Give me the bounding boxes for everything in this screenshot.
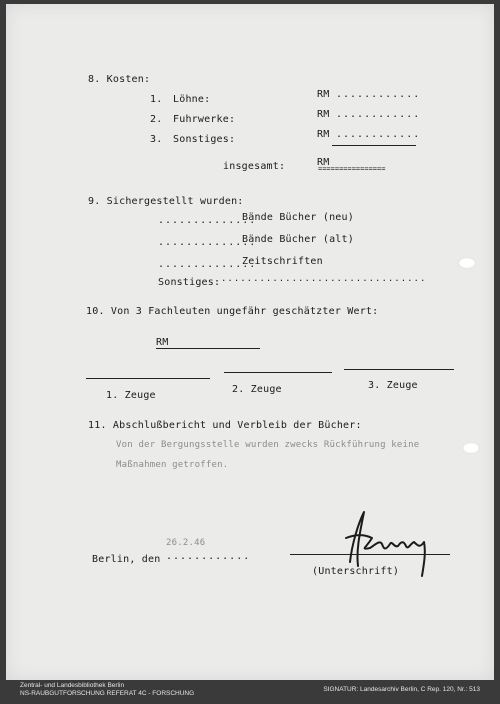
schaetzung-heading: 10. Von 3 Fachleuten ungefähr geschätzter Wert: — [86, 306, 379, 317]
punch-hole-top — [458, 257, 476, 269]
zeuge-2-label: 2. Zeuge — [232, 384, 282, 395]
sichergestellt-item-1-fill: .............. — [158, 215, 257, 226]
kosten-item-2-fill: ............ — [336, 109, 421, 120]
kosten-item-3-label: Sonstiges: — [173, 134, 236, 145]
zeuge-3-line — [344, 369, 454, 370]
sichergestellt-sonstiges-fill: ................................ — [221, 274, 427, 284]
abschluss-text-line-1: Von der Bergungsstelle wurden zwecks Rückführung keine — [116, 440, 420, 450]
kosten-item-2-currency: RM — [317, 109, 330, 120]
sichergestellt-item-3-fill: .............. — [158, 259, 257, 270]
zeuge-1-line — [86, 378, 210, 379]
kosten-total-label: insgesamt: — [223, 161, 286, 172]
handwritten-date: 26.2.46 — [166, 538, 206, 548]
sichergestellt-item-2-fill: .............. — [158, 237, 257, 248]
place-date-fill: ............ — [166, 551, 251, 562]
archive-footer — [0, 680, 500, 704]
kosten-total-underline: ================ — [318, 165, 386, 173]
sichergestellt-heading: 9. Sichergestellt wurden: — [88, 196, 244, 207]
kosten-item-3-fill: ............ — [336, 129, 421, 140]
kosten-item-3-num: 3. — [150, 134, 163, 145]
punch-hole-bottom — [462, 442, 480, 454]
kosten-heading: 8. Kosten: — [88, 74, 151, 85]
sichergestellt-item-3-label: Zeitschriften — [242, 256, 323, 267]
footer-signatur: SIGNATUR: Landesarchiv Berlin, C Rep. 120, Nr.: 513 — [323, 686, 480, 693]
zeuge-3-label: 3. Zeuge — [368, 380, 418, 391]
kosten-item-1-label: Löhne: — [173, 94, 211, 105]
sichergestellt-sonstiges-label: Sonstiges: — [158, 277, 221, 288]
kosten-item-1-num: 1. — [150, 94, 163, 105]
zeuge-2-line — [224, 372, 332, 373]
kosten-item-2-num: 2. — [150, 114, 163, 125]
kosten-item-1-currency: RM — [317, 89, 330, 100]
schaetzung-currency: RM — [156, 337, 169, 348]
kosten-item-3-currency: RM — [317, 129, 330, 140]
sichergestellt-item-2-label: Bände Bücher (alt) — [242, 234, 354, 245]
footer-department: NS-RAUBGUTFORSCHUNG REFERAT 4C - FORSCHUNG — [20, 690, 195, 697]
abschluss-text-line-2: Maßnahmen getroffen. — [116, 460, 229, 470]
zeuge-1-label: 1. Zeuge — [106, 390, 156, 401]
signature-caption: (Unterschrift) — [312, 566, 400, 577]
kosten-item-1-fill: ............ — [336, 89, 421, 100]
sichergestellt-item-1-label: Bände Bücher (neu) — [242, 212, 354, 223]
kosten-total-currency: RM — [317, 157, 330, 168]
kosten-item-2-label: Fuhrwerke: — [173, 114, 236, 125]
kosten-sum-line — [332, 145, 416, 146]
footer-library-name: Zentral- und Landesbibliothek Berlin — [20, 682, 125, 689]
place-label: Berlin, den — [92, 554, 161, 565]
abschluss-heading: 11. Abschlußbericht und Verbleib der Bücher: — [88, 420, 362, 431]
document-page — [6, 4, 494, 680]
schaetzung-value-line — [156, 348, 260, 349]
